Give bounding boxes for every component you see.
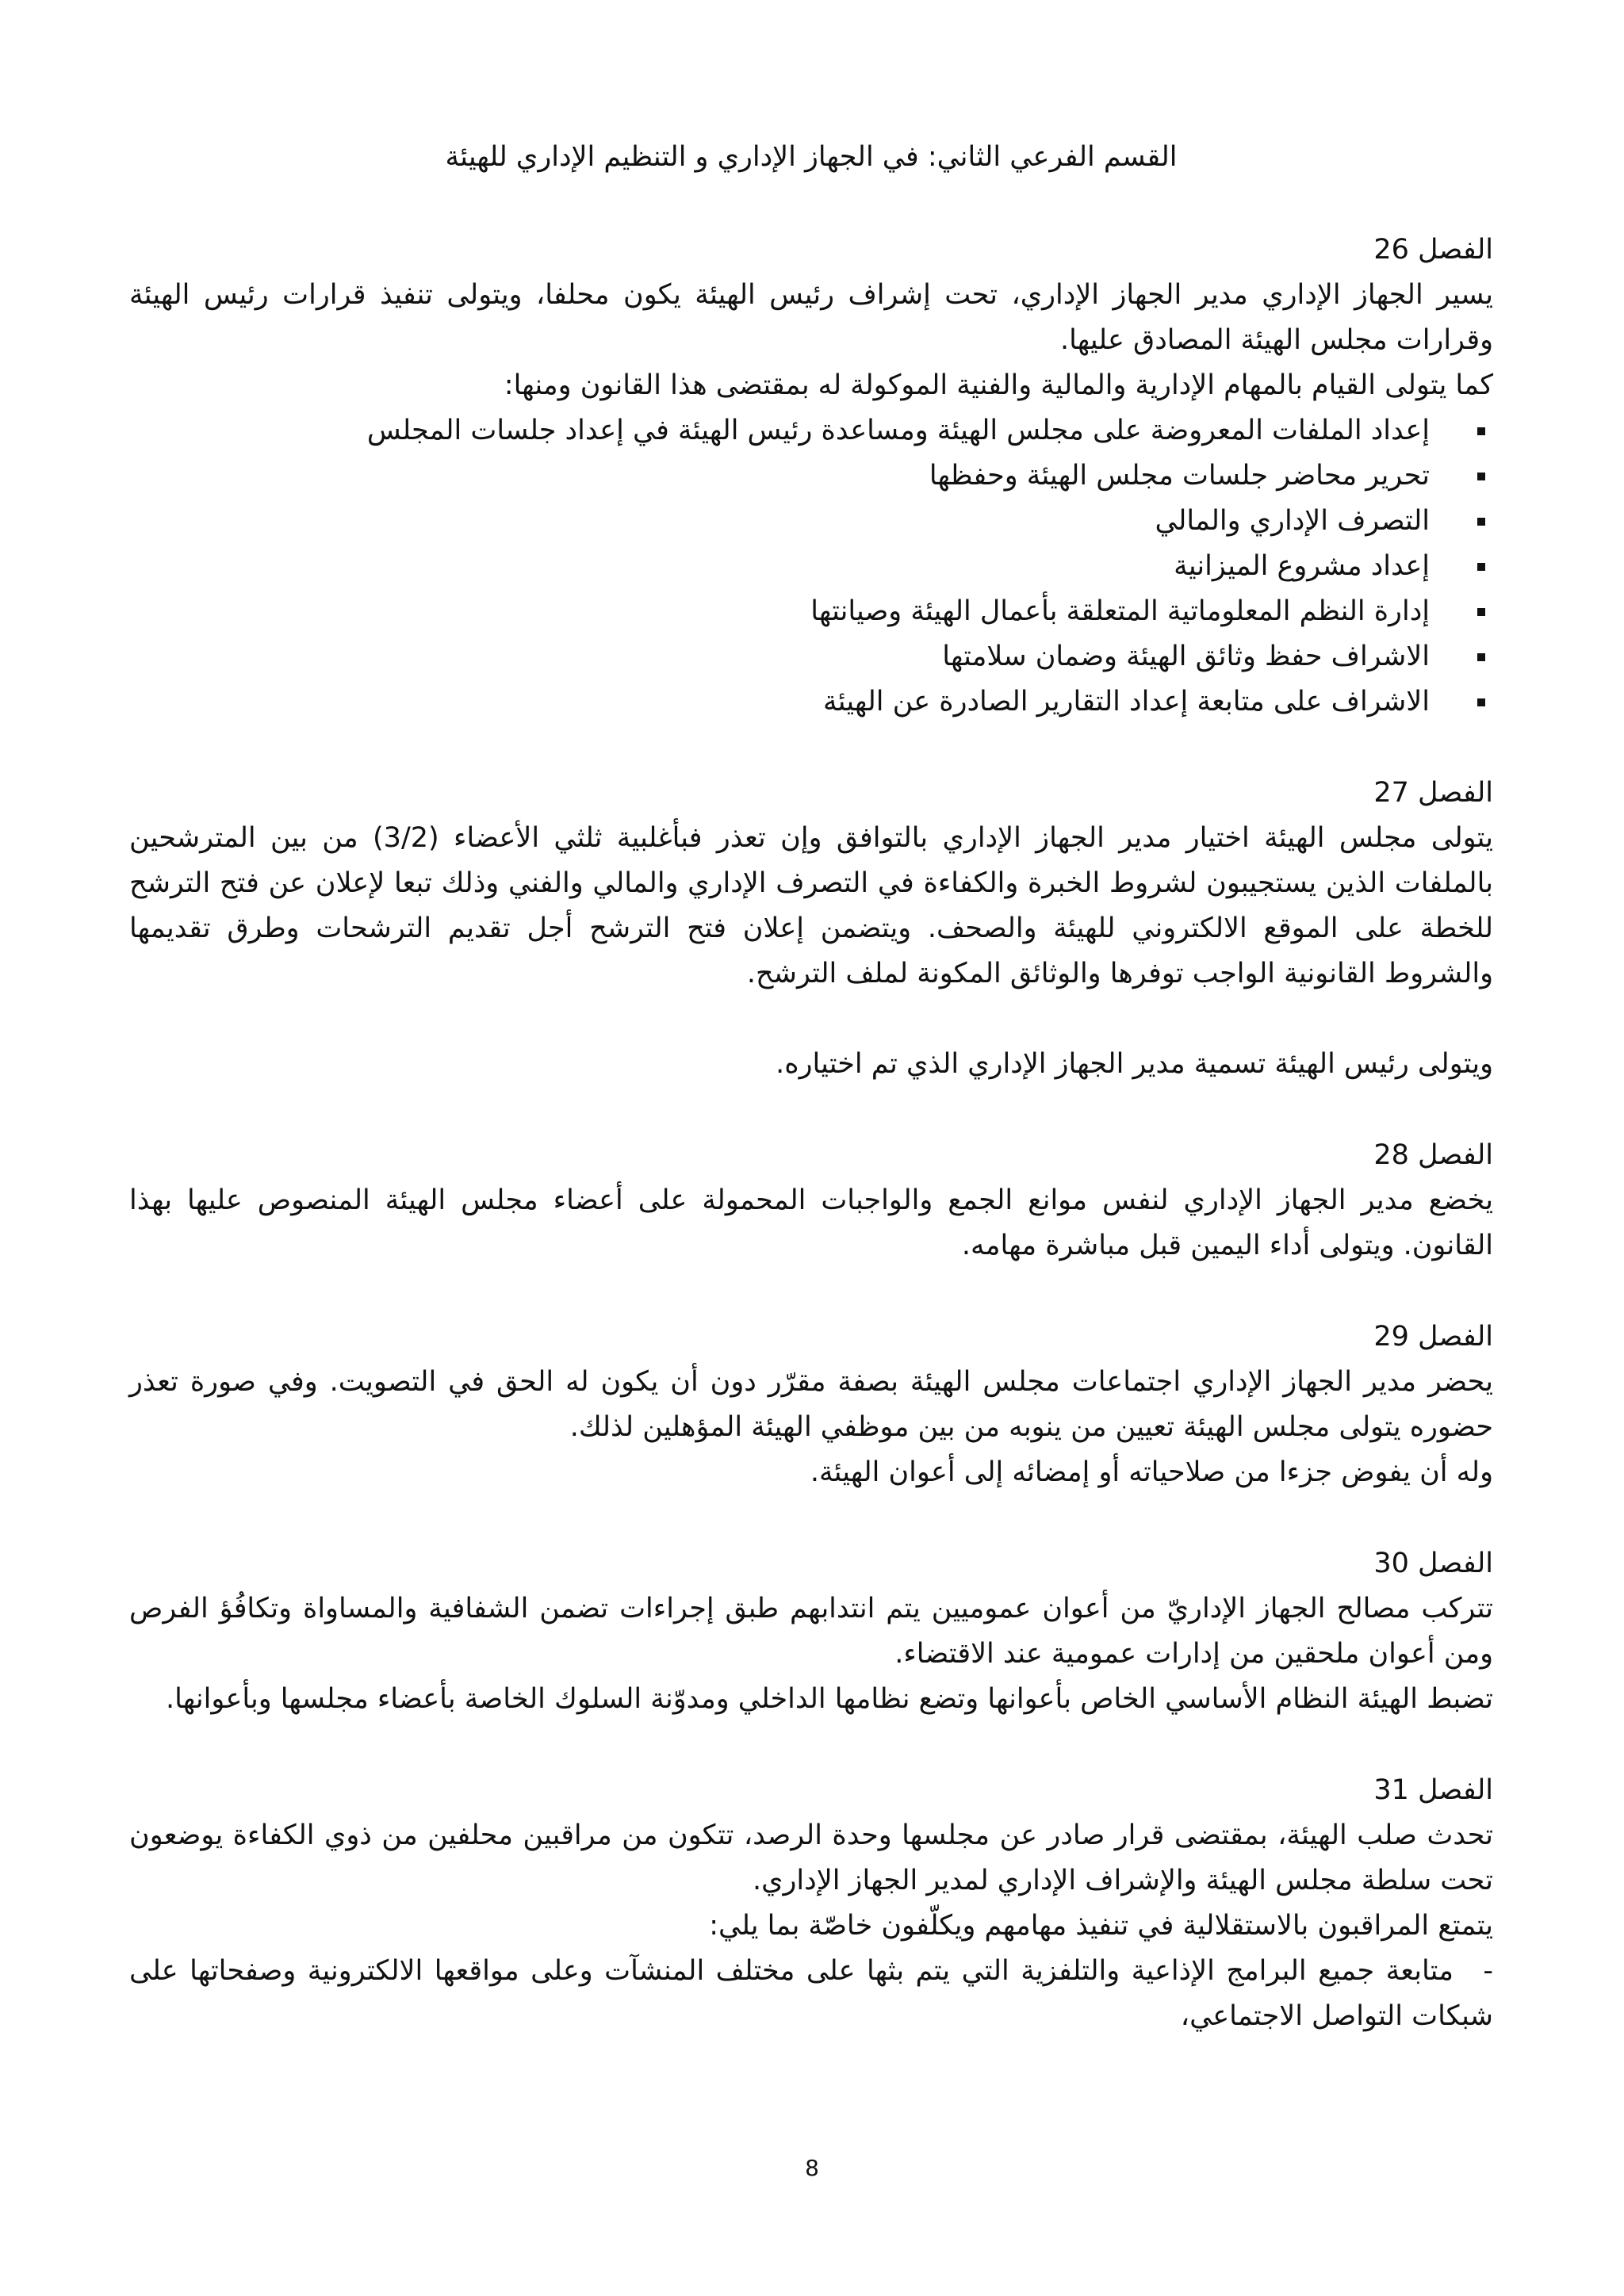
- chapter-26: [129, 228, 1493, 725]
- dash-marker: -: [1483, 1955, 1493, 1987]
- list-item: [129, 453, 1493, 499]
- paragraph: يتولى مجلس الهيئة اختيار مدير الجهاز الإداري بالتوافق وإن تعذر فبأغلبية ثلثي الأعضاء (3/2) من بين المترشحين بالملفات الذين يستجيبون لشروط الخبرة والكفاءة في التصرف الإداري والمالي والفني وذلك تبعا لإعلان عن فتح الترشح للخطة على الموقع الالكتروني للهيئة والصحف. ويتضمن إعلان فتح الترشح أجل تقديم الترشحات وطرق تقديمها والشروط القانونية الواجب توفرها والوثائق المكونة لملف الترشح.: [129, 822, 1493, 989]
- paragraph: يحضر مدير الجهاز الإداري اجتماعات مجلس الهيئة بصفة مقرّر دون أن يكون له الحق في التصويت. وفي صورة تعذر حضوره يتولى مجلس الهيئة تعيين من ينوبه من بين موظفي الهيئة المؤهلين لذلك.: [129, 1366, 1493, 1443]
- chapter-heading: الفصل 28: [1373, 1139, 1493, 1171]
- chapter-31: [129, 1768, 1493, 2039]
- square-bullet-icon: [1477, 473, 1485, 480]
- list-item-text: الاشراف على متابعة إعداد التقارير الصادرة عن الهيئة: [823, 686, 1430, 718]
- list-item-text: الاشراف حفظ وثائق الهيئة وضمان سلامتها: [942, 641, 1430, 672]
- paragraph: يتمتع المراقبون بالاستقلالية في تنفيذ مهامهم ويكلّفون خاصّة بما يلي:: [709, 1910, 1493, 1942]
- chapter-28: [129, 1133, 1493, 1269]
- list-item-text: إعداد الملفات المعروضة على مجلس الهيئة ومساعدة رئيس الهيئة في إعداد جلسات المجلس: [366, 415, 1430, 446]
- list-item: [129, 408, 1493, 453]
- list-item-text: تحرير محاضر جلسات مجلس الهيئة وحفظها: [929, 460, 1430, 492]
- chapter-heading: الفصل 27: [1373, 777, 1493, 809]
- list-item: [129, 634, 1493, 679]
- chapter-29: [129, 1314, 1493, 1495]
- square-bullet-icon: [1477, 698, 1485, 706]
- paragraph: ويتولى رئيس الهيئة تسمية مدير الجهاز الإداري الذي تم اختياره.: [776, 1048, 1493, 1080]
- square-bullet-icon: [1477, 563, 1485, 571]
- chapter-30: [129, 1541, 1493, 1722]
- square-bullet-icon: [1477, 427, 1485, 435]
- list-item-text: إعداد مشروع الميزانية: [1174, 550, 1430, 582]
- paragraph: تحدث صلب الهيئة، بمقتضى قرار صادر عن مجلسها وحدة الرصد، تتكون من مراقبين محلفين من ذوي الكفاءة يوضعون تحت سلطة مجلس الهيئة والإشراف الإداري لمدير الجهاز الإداري.: [129, 1820, 1493, 1896]
- chapter-heading: الفصل 30: [1373, 1548, 1493, 1579]
- chapter-heading: الفصل 29: [1373, 1321, 1493, 1353]
- square-bullet-icon: [1477, 518, 1485, 526]
- chapter-27: [129, 771, 1493, 1087]
- list-item-text: إدارة النظم المعلوماتية المتعلقة بأعمال الهيئة وصيانتها: [810, 595, 1430, 627]
- paragraph: كما يتولى القيام بالمهام الإدارية والمالية والفنية الموكولة له بمقتضى هذا القانون ومنها:: [504, 369, 1493, 401]
- chapter-heading: الفصل 26: [1373, 234, 1493, 266]
- dash-list-item-text: متابعة جميع البرامج الإذاعية والتلفزية التي يتم بثها على مختلف المنشآت وعلى مواقعها الالكترونية وصفحاتها على شبكات التواصل الاجتماعي،: [129, 1955, 1493, 2032]
- list-item: [129, 589, 1493, 634]
- list-item: [129, 499, 1493, 544]
- paragraph: تضبط الهيئة النظام الأساسي الخاص بأعوانها وتضع نظامها الداخلي ومدوّنة السلوك الخاصة بأعضاء مجلسها وبأعوانها.: [165, 1683, 1493, 1715]
- paragraph: يخضع مدير الجهاز الإداري لنفس موانع الجمع والواجبات المحمولة على أعضاء مجلس الهيئة المنصوص عليها بهذا القانون. ويتولى أداء اليمين قبل مباشرة مهامه.: [129, 1184, 1493, 1261]
- bullet-list: [129, 408, 1493, 725]
- paragraph: وله أن يفوض جزءا من صلاحياته أو إمضائه إلى أعوان الهيئة.: [810, 1456, 1493, 1488]
- square-bullet-icon: [1477, 608, 1485, 616]
- list-item-text: التصرف الإداري والمالي: [1155, 505, 1430, 537]
- page-number: 8: [805, 2155, 819, 2181]
- page-content: [129, 135, 1493, 2085]
- list-item: [129, 544, 1493, 589]
- dash-list-item: [129, 1949, 1493, 2039]
- chapter-heading: الفصل 31: [1373, 1774, 1493, 1806]
- section-title: القسم الفرعي الثاني: في الجهاز الإداري و التنظيم الإداري للهيئة: [445, 141, 1178, 173]
- paragraph: يسير الجهاز الإداري مدير الجهاز الإداري، تحت إشراف رئيس الهيئة يكون محلفا، ويتولى تنفيذ قرارات رئيس الهيئة وقرارات مجلس الهيئة المصادق عليها.: [129, 279, 1493, 356]
- paragraph: تتركب مصالح الجهاز الإداريّ من أعوان عموميين يتم انتدابهم طبق إجراءات تضمن الشفافية والمساواة وتكافُؤ الفرص ومن أعوان ملحقين من إدارات عمومية عند الاقتضاء.: [129, 1593, 1493, 1670]
- square-bullet-icon: [1477, 653, 1485, 661]
- list-item: [129, 679, 1493, 725]
